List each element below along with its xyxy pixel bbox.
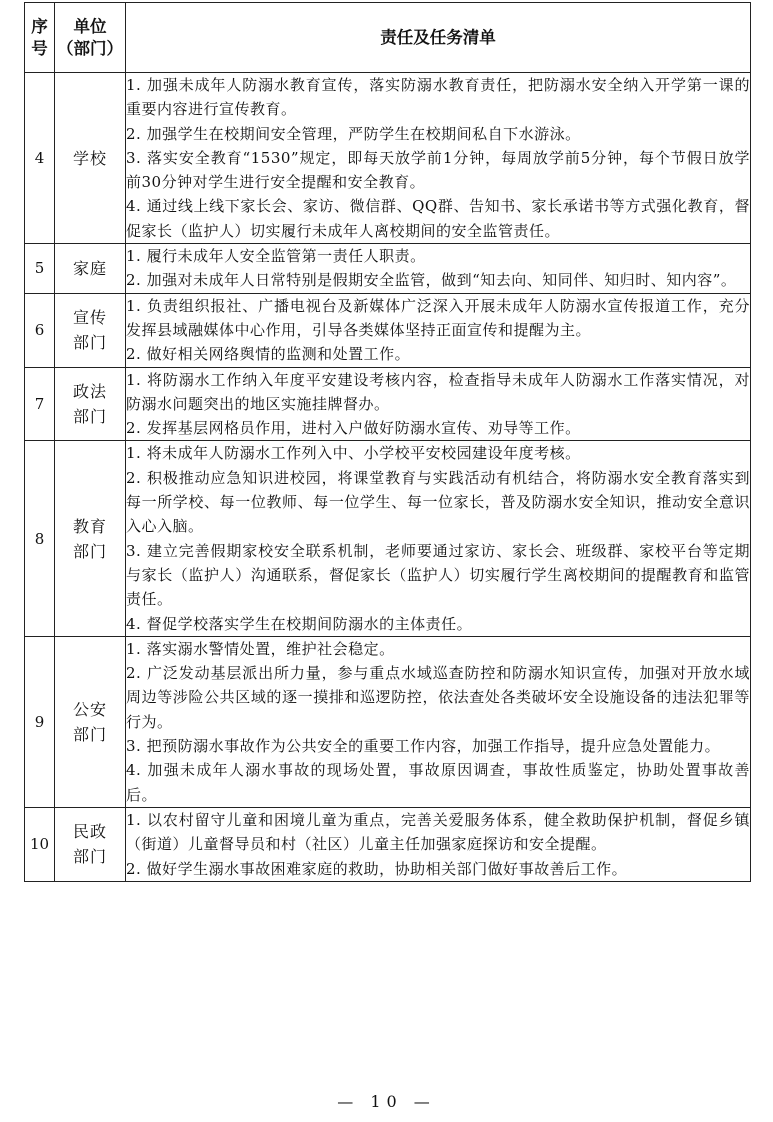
task-item: 1. 履行未成年人安全监管第一责任人职责。 — [126, 247, 426, 266]
task-item: 2. 广泛发动基层派出所力量，参与重点水域巡查防控和防溺水知识宣传，加强对开放水域周边等涉险公共区域的逐一摸排和巡逻防控，依法查处各类破坏安全设施设备的违法犯罪等行为。 — [126, 664, 750, 731]
task-item: 2. 积极推动应急知识进校园，将课堂教育与实践活动有机结合，将防溺水安全教育落实到每一所学校、每一位教师、每一位学生、每一位家长，普及防溺水安全知识，推动安全意识入心入脑。 — [126, 468, 750, 536]
task-item: 1. 以农村留守儿童和困境儿童为重点，完善关爱服务体系，健全救助保护机制，督促乡镇（街道）儿童督导员和村（社区）儿童主任加强家庭探访和安全提醒。 — [126, 810, 750, 854]
header-task-list: 责任及任务清单 — [126, 3, 751, 73]
header-unit — [55, 3, 126, 73]
row-serial-number: 8 — [25, 441, 55, 636]
row-task-list — [126, 441, 751, 636]
row-serial-number: 9 — [25, 636, 55, 807]
row-unit-line: 民政 — [72, 822, 107, 842]
table-row — [25, 441, 751, 636]
row-task-list — [126, 367, 751, 441]
task-item: 3. 建立完善假期家校安全联系机制，老师要通过家访、家长会、班级群、家校平台等定期与家长（监护人）沟通联系，督促家长（监护人）切实履行学生离校期间的提醒教育和监管责任。 — [126, 541, 750, 609]
header-unit-line1: 单位 — [73, 16, 107, 36]
table-row — [25, 367, 751, 441]
row-unit-line: 部门 — [72, 541, 107, 561]
task-item: 3. 落实安全教育“1530”规定，即每天放学前1分钟，每周放学前5分钟，每个节假日放学前30分钟对学生进行安全提醒和安全教育。 — [126, 148, 750, 192]
row-unit — [55, 636, 126, 807]
page-number: — 10 — — [337, 1092, 436, 1111]
row-unit-line: 宣传 — [72, 308, 107, 328]
header-serial-number — [25, 3, 55, 73]
header-serial-line2: 号 — [31, 38, 48, 58]
row-serial-number: 10 — [25, 807, 55, 881]
task-item: 1. 负责组织报社、广播电视台及新媒体广泛深入开展未成年人防溺水宣传报道工作，充分发挥县域融媒体中心作用，引导各类媒体坚持正面宣传和提醒为主。 — [126, 296, 750, 339]
task-item: 2. 加强对未成年人日常特别是假期安全监管，做到“知去向、知同伴、知归时、知内容”。 — [126, 271, 737, 290]
row-unit — [55, 807, 126, 881]
row-unit-line: 部门 — [72, 724, 107, 744]
task-item: 4. 督促学校落实学生在校期间防溺水的主体责任。 — [126, 614, 473, 633]
task-item: 1. 将未成年人防溺水工作列入中、小学校平安校园建设年度考核。 — [126, 444, 581, 463]
row-unit-line: 学校 — [72, 148, 107, 168]
table-row — [25, 244, 751, 294]
task-item: 4. 加强未成年人溺水事故的现场处置，事故原因调查，事故性质鉴定，协助处置事故善后。 — [126, 761, 750, 804]
row-serial-number: 5 — [25, 244, 55, 294]
row-unit-line: 部门 — [72, 407, 107, 426]
row-unit — [55, 73, 126, 244]
row-unit-line: 政法 — [72, 382, 107, 401]
row-unit — [55, 293, 126, 367]
task-item: 1. 将防溺水工作纳入年度平安建设考核内容，检查指导未成年人防溺水工作落实情况，对防溺水问题突出的地区实施挂牌督办。 — [126, 370, 750, 413]
header-unit-line2: （部门） — [57, 38, 123, 58]
task-item: 1. 加强未成年人防溺水教育宣传，落实防溺水教育责任，把防溺水安全纳入开学第一课的重要内容进行宣传教育。 — [126, 76, 750, 119]
row-serial-number: 6 — [25, 293, 55, 367]
responsibility-table — [24, 2, 751, 882]
table-row — [25, 73, 751, 244]
task-item: 4. 通过线上线下家长会、家访、微信群、QQ群、告知书、家长承诺书等方式强化教育，督促家长（监护人）切实履行未成年人离校期间的安全监管责任。 — [126, 197, 750, 240]
row-unit — [55, 441, 126, 636]
row-serial-number: 4 — [25, 73, 55, 244]
row-task-list — [126, 636, 751, 807]
table-row — [25, 807, 751, 881]
row-unit-line: 公安 — [72, 699, 107, 719]
header-serial-line1: 序 — [31, 16, 48, 36]
task-item: 2. 做好相关网络舆情的监测和处置工作。 — [126, 345, 411, 364]
row-unit-line: 部门 — [72, 847, 107, 867]
row-task-list — [126, 244, 751, 294]
table-body — [25, 73, 751, 882]
table-header-row — [25, 3, 751, 73]
row-task-list — [126, 807, 751, 881]
task-item: 2. 发挥基层网格员作用，进村入户做好防溺水宣传、劝导等工作。 — [126, 419, 581, 438]
row-task-list — [126, 293, 751, 367]
task-item: 3. 把预防溺水事故作为公共安全的重要工作内容，加强工作指导，提升应急处置能力。 — [126, 737, 721, 756]
row-unit-line: 部门 — [72, 333, 107, 353]
row-unit-line: 教育 — [72, 516, 107, 536]
row-task-list — [126, 73, 751, 244]
table-row — [25, 636, 751, 807]
row-unit — [55, 244, 126, 294]
table-row — [25, 293, 751, 367]
row-unit-line: 家庭 — [72, 258, 107, 278]
row-serial-number: 7 — [25, 367, 55, 441]
task-item: 2. 做好学生溺水事故困难家庭的救助，协助相关部门做好事故善后工作。 — [126, 859, 628, 878]
row-unit — [55, 367, 126, 441]
task-item: 1. 落实溺水警情处置，维护社会稳定。 — [126, 639, 395, 658]
task-item: 2. 加强学生在校期间安全管理，严防学生在校期间私自下水游泳。 — [126, 124, 581, 143]
